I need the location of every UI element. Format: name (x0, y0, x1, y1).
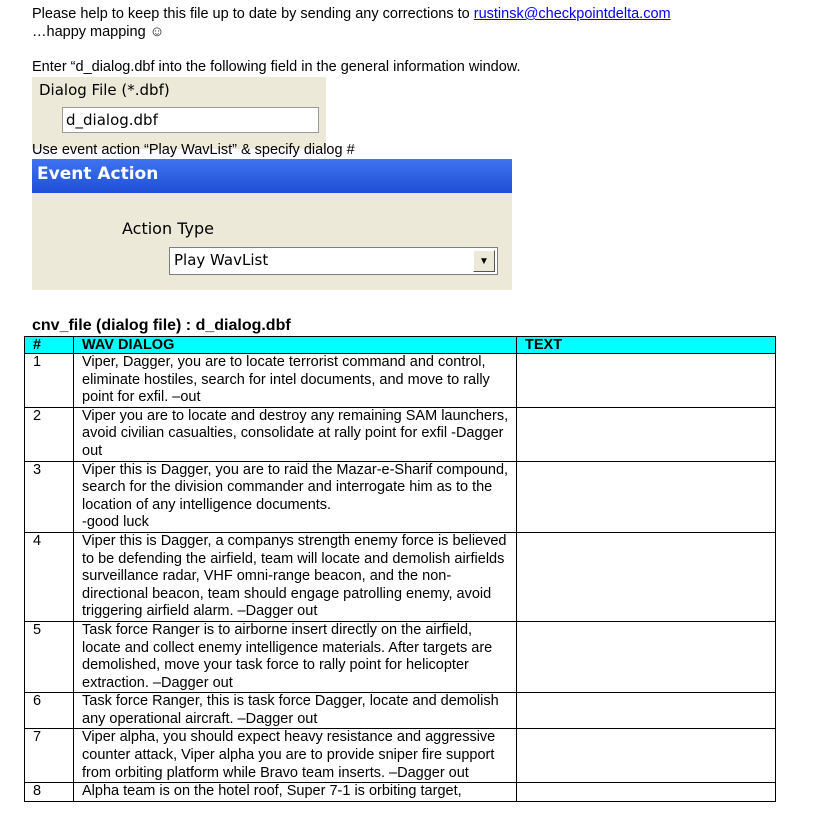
table-row (25, 783, 776, 802)
event-action-titlebar (32, 159, 512, 193)
row-number: 3 (25, 461, 74, 532)
row-dialog: Viper this is Dagger, a companys strength enemy force is believed to be defending the airfield, team will locate and demolish airfields surveillance radar, VHF omni-range beacon, and the non-directional beacon, team should engage patrolling enemy, avoid triggering airfield alarm. –Dagger out (74, 532, 517, 621)
row-number: 6 (25, 693, 74, 729)
row-text (517, 693, 776, 729)
action-type-select[interactable] (169, 247, 498, 275)
table-row (25, 407, 776, 461)
row-text (517, 532, 776, 621)
row-dialog: Alpha team is on the hotel roof, Super 7-1 is orbiting target, (74, 783, 517, 802)
row-dialog: Viper alpha, you should expect heavy resistance and aggressive counter attack, Viper alpha you are to provide sniper fire support from orbiting platform while Bravo team inserts. –Dagger out (74, 729, 517, 783)
row-number: 4 (25, 532, 74, 621)
intro-line-4: Use event action “Play WavList” & specify dialog # (32, 142, 355, 158)
intro-line-1-text: Please help to keep this file up to date by sending any corrections to (32, 6, 474, 22)
row-number: 2 (25, 407, 74, 461)
dialog-table (24, 336, 776, 802)
section-title: cnv_file (dialog file) : d_dialog.dbf (32, 317, 291, 334)
action-type-label: Action Type (122, 219, 214, 238)
dialog-file-label: Dialog File (*.dbf) (39, 81, 170, 99)
row-text (517, 407, 776, 461)
action-type-value: Play WavList (174, 251, 269, 269)
row-text (517, 729, 776, 783)
row-number: 5 (25, 621, 74, 692)
row-dialog: Task force Ranger, this is task force Dagger, locate and demolish any operational aircraft. –Dagger out (74, 693, 517, 729)
header-wav-dialog: WAV DIALOG (74, 337, 517, 354)
email-link[interactable]: rustinsk@checkpointdelta.com (473, 6, 671, 22)
header-text: TEXT (517, 337, 776, 354)
table-row (25, 461, 776, 532)
table-row (25, 621, 776, 692)
row-dialog: Viper you are to locate and destroy any remaining SAM launchers, avoid civilian casualties, consolidate at rally point for exfil -Dagger out (74, 407, 517, 461)
chevron-down-icon[interactable]: ▼ (473, 250, 495, 272)
row-text (517, 461, 776, 532)
row-dialog: Viper, Dagger, you are to locate terrorist command and control, eliminate hostiles, search for intel documents, and move to rally point for exfil. –out (74, 354, 517, 408)
table-row (25, 729, 776, 783)
row-dialog: Task force Ranger is to airborne insert directly on the airfield, locate and collect enemy intelligence materials. After targets are demolished, move your task force to rally point for helicopter extraction. –Dagger out (74, 621, 517, 692)
table-header-row (25, 337, 776, 354)
table-row (25, 693, 776, 729)
table-row (25, 532, 776, 621)
row-number: 1 (25, 354, 74, 408)
event-action-title: Event Action (37, 164, 159, 184)
table-row (25, 354, 776, 408)
row-dialog: Viper this is Dagger, you are to raid the Mazar-e-Sharif compound, search for the division commander and interrogate him as to the location of any intelligence documents. -good luck (74, 461, 517, 532)
dialog-file-panel (32, 77, 326, 149)
dialog-file-input[interactable]: d_dialog.dbf (62, 107, 319, 133)
header-number: # (25, 337, 74, 354)
row-number: 7 (25, 729, 74, 783)
intro-line-3: Enter “d_dialog.dbf into the following field in the general information window. (32, 59, 521, 75)
row-text (517, 354, 776, 408)
row-text (517, 621, 776, 692)
row-number: 8 (25, 783, 74, 802)
event-action-panel (32, 159, 512, 290)
intro-line-2: …happy mapping ☺ (32, 24, 165, 40)
intro-line-1 (32, 6, 671, 23)
row-text (517, 783, 776, 802)
